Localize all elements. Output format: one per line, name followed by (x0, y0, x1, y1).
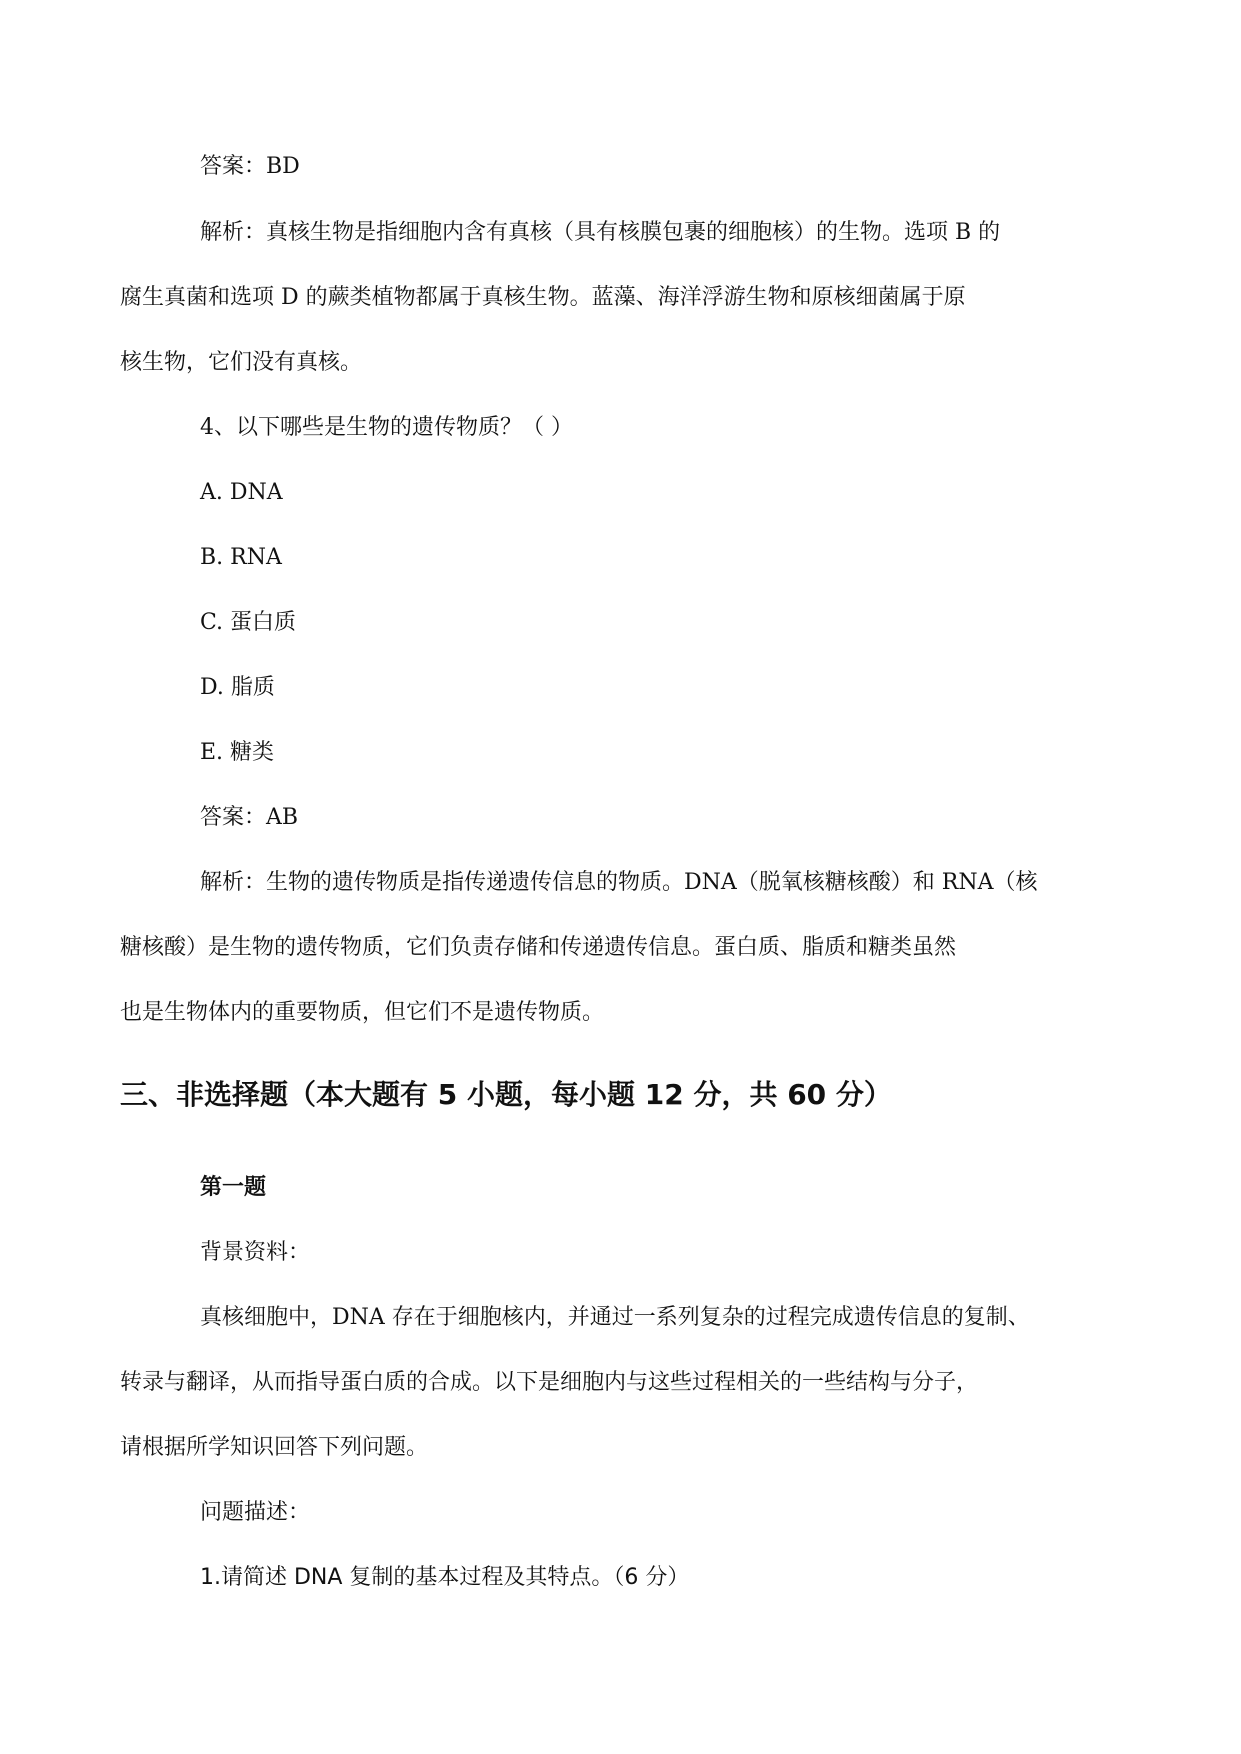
background-line-3: 请根据所学知识回答下列问题。 (120, 1435, 429, 1460)
q4-explanation-line-1: 解析：生物的遗传物质是指传递遗传信息的物质。DNA（脱氧核糖核酸）和 RNA（核 (200, 870, 1038, 895)
section-heading: 三、非选择题（本大题有 5 小题，每小题 12 分，共 60 分） (120, 1078, 892, 1111)
q4-explanation-line-3: 也是生物体内的重要物质，但它们不是遗传物质。 (120, 1000, 605, 1025)
background-label: 背景资料： (200, 1240, 311, 1265)
q4-option-e: E. 糖类 (200, 740, 275, 765)
q3-explanation-line-2: 腐生真菌和选项 D 的蕨类植物都属于真核生物。蓝藻、海洋浮游生物和原核细菌属于原 (120, 285, 966, 310)
q4-option-c: C. 蛋白质 (200, 610, 297, 635)
q3-explanation-line-3: 核生物，它们没有真核。 (120, 350, 363, 375)
q4-answer: 答案：AB (200, 805, 299, 830)
q4-explanation-line-2: 糖核酸）是生物的遗传物质，它们负责存储和传递遗传信息。蛋白质、脂质和糖类虽然 (120, 935, 957, 960)
q3-answer: 答案：BD (200, 154, 300, 179)
q4-option-d: D. 脂质 (200, 675, 275, 700)
q4-option-b: B. RNA (200, 545, 282, 570)
q3-explanation-line-1: 解析：真核生物是指细胞内含有真核（具有核膜包裹的细胞核）的生物。选项 B 的 (200, 220, 1001, 245)
problem-1: 1.请简述 DNA 复制的基本过程及其特点。（6 分） (200, 1565, 690, 1590)
background-line-2: 转录与翻译，从而指导蛋白质的合成。以下是细胞内与这些过程相关的一些结构与分子， (120, 1370, 979, 1395)
background-line-1: 真核细胞中，DNA 存在于细胞核内，并通过一系列复杂的过程完成遗传信息的复制、 (200, 1305, 1030, 1330)
first-question-title: 第一题 (200, 1175, 267, 1200)
problem-label: 问题描述： (200, 1500, 311, 1525)
q4-option-a: A. DNA (200, 480, 283, 505)
q4-question: 4、以下哪些是生物的遗传物质？（ ） (200, 415, 573, 440)
